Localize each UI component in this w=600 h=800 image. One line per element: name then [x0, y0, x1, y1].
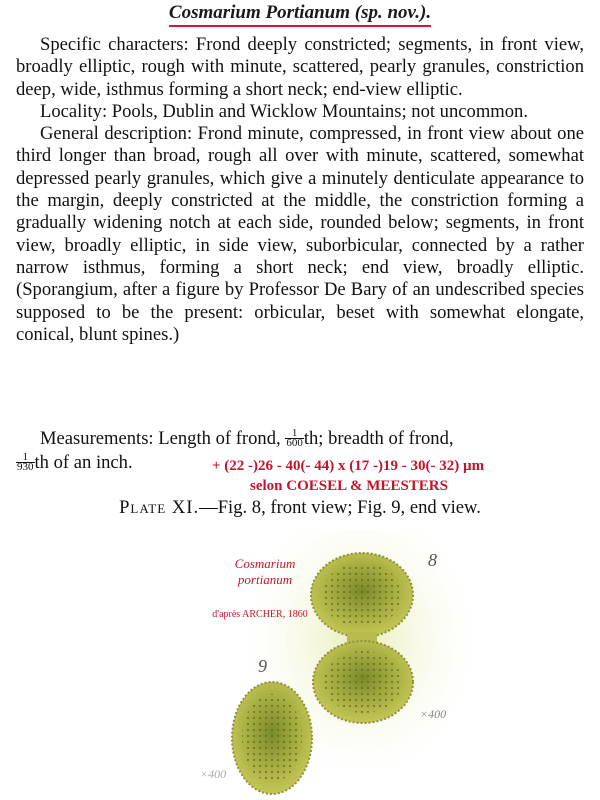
- figure-caption-name: Cosmarium portianum: [234, 556, 296, 587]
- length-text: Length of frond,: [158, 428, 281, 449]
- size-annotation-source: selon COESEL & MEESTERS: [250, 478, 448, 494]
- page-title: Cosmarium Portianum (sp. nov.).: [169, 2, 431, 27]
- fig9-label: 9: [258, 656, 267, 676]
- figure-caption-source: d'après ARCHER, 1860: [212, 609, 308, 620]
- description-text: [16, 34, 584, 346]
- fig9-granules: [242, 694, 302, 782]
- scale-label-a: ×400: [420, 707, 447, 721]
- length-numerator: 1: [285, 429, 304, 439]
- plate-label: Plate XI.: [119, 497, 200, 518]
- measurements-line-2: [16, 452, 133, 474]
- title-wrap: [0, 2, 600, 27]
- plate-caption: [0, 497, 600, 519]
- length-suffix: th; breadth of frond,: [303, 428, 454, 449]
- length-fraction: [285, 429, 304, 448]
- locality: Locality: Pools, Dublin and Wicklow Mountains; not uncommon.: [40, 100, 528, 122]
- breadth-suffix: th of an inch.: [34, 452, 133, 473]
- fig8-upper-granules: [322, 563, 402, 627]
- general-description: General description: Frond minute, compressed, in front view about one third longer than broad, rough all over with minute, scattered, somewhat depressed pearly granules, which give a minutely denticulate appearance to the margin, deeply constricted at the middle, the constriction forming a gradually widening notch at each side, rounded below; segments, in front view, broadly elliptic, in side view, suborbicular, connected by a rather narrow isthmus, forming a short neck; end view, broadly elliptic. (Sporangium, after a figure by Professor De Bary of an undescribed species supposed to be the present: orbicular, beset with somewhat elongate, conical, blunt spines.): [16, 123, 584, 345]
- fig8-lower-granules: [324, 651, 402, 713]
- fig9-end-view: [232, 682, 312, 794]
- measurements-line-1: [40, 428, 454, 450]
- breadth-numerator: 1: [16, 453, 35, 463]
- measurements-label: Measurements:: [40, 428, 154, 449]
- plate-text: —Fig. 8, front view; Fig. 9, end view.: [199, 497, 481, 518]
- fig8-label: 8: [428, 550, 437, 570]
- specific-characters: Specific characters: Frond deeply constricted; segments, in front view, broadly elliptic, rough with minute, scattered, pearly granules, constriction deep, wide, isthmus forming a short neck; end-view elliptic.: [16, 34, 584, 100]
- size-annotation: + (22 -)26 - 40(- 44) x (17 -)19 - 30(- 32) µm: [212, 458, 485, 474]
- breadth-fraction: [16, 453, 35, 472]
- length-denominator: 600: [286, 437, 303, 449]
- scale-label-b: ×400: [200, 767, 227, 781]
- breadth-denominator: 930: [17, 461, 34, 473]
